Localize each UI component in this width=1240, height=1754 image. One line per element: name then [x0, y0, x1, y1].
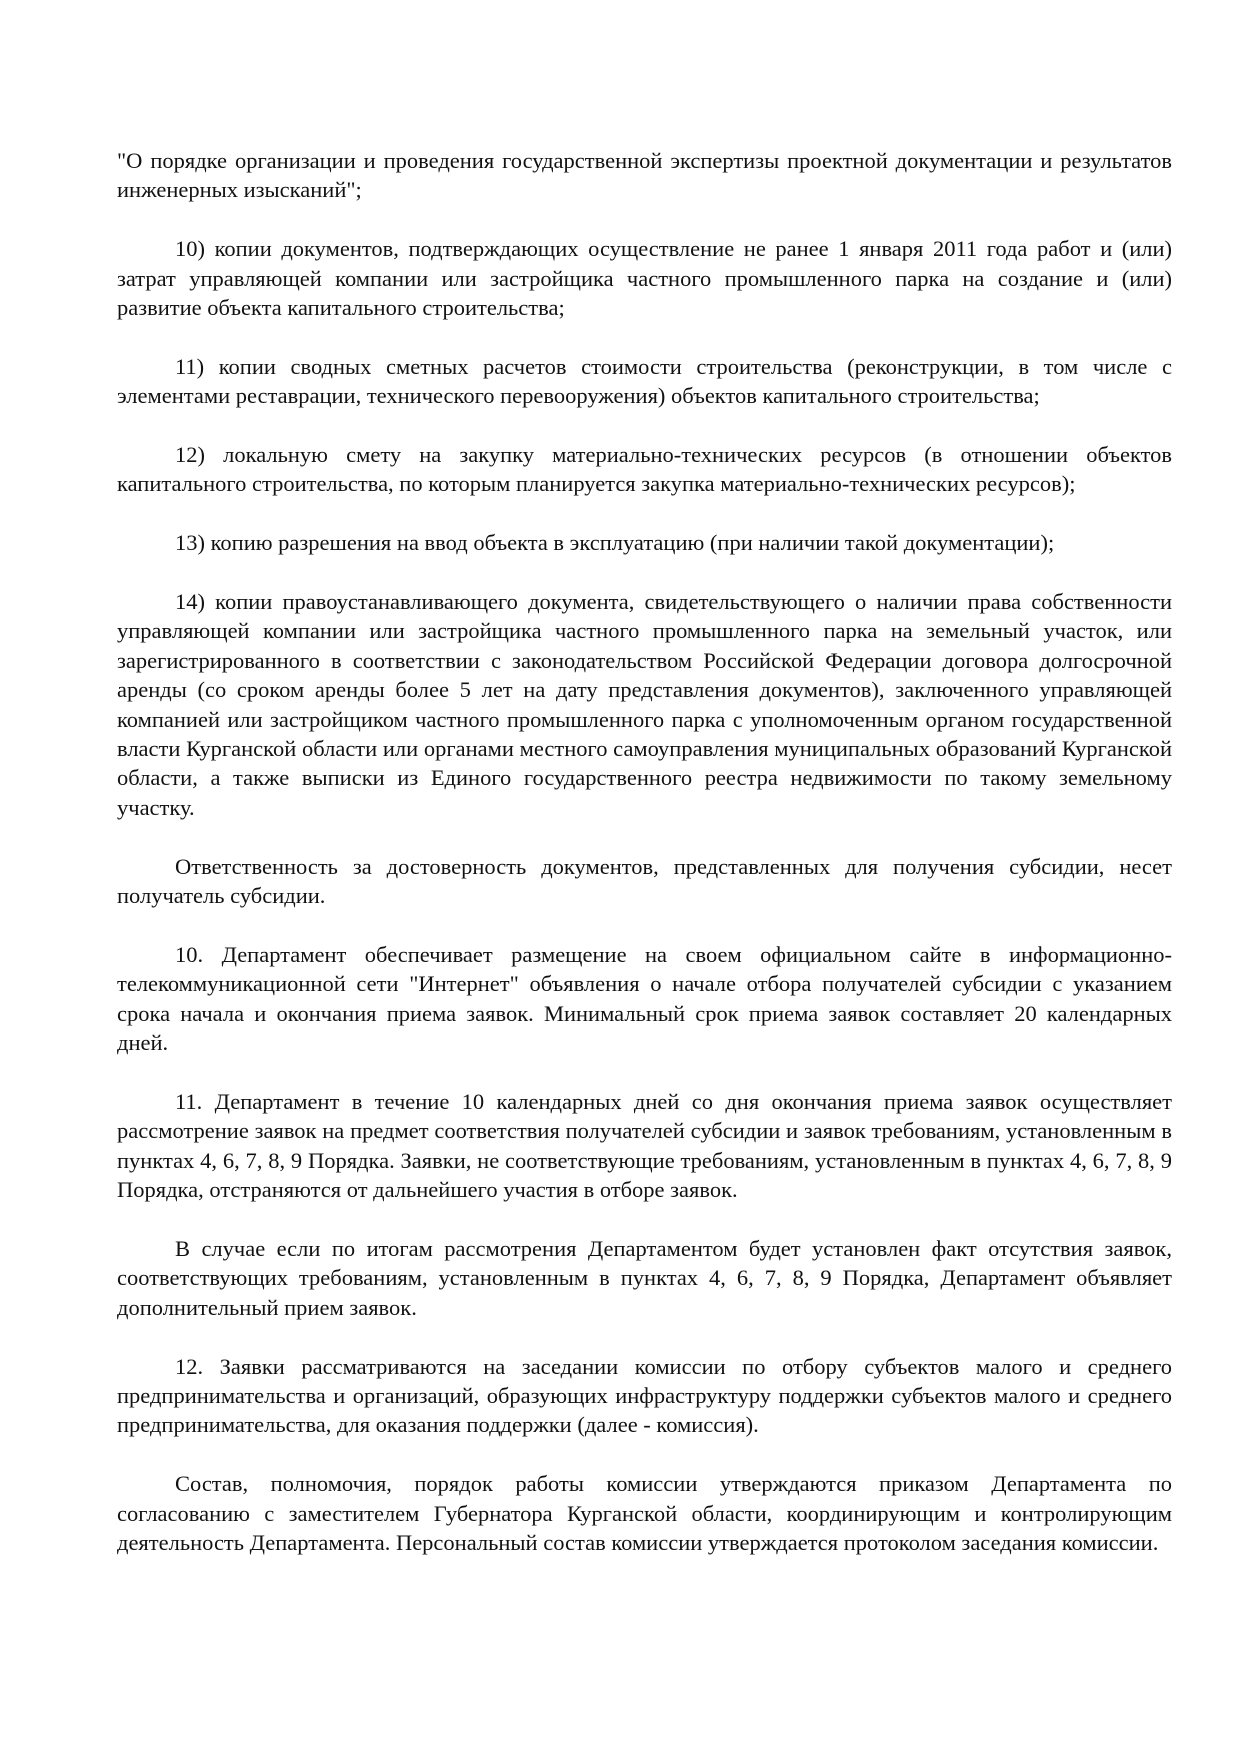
paragraph-item-13: 13) копию разрешения на ввод объекта в эксплуатацию (при наличии такой документации);: [175, 530, 1055, 556]
paragraph-item-12: 12) локальную смету на закупку материально-технических ресурсов (в отношении объектов капитального строительства, по которым планируется закупка материально-технических ресурсов);: [117, 442, 1172, 497]
paragraph-item-14: 14) копии правоустанавливающего документа, свидетельствующего о наличии права собственности управляющей компании или застройщика частного промышленного парка на земельный участок, или зарегистрированного в соответствии с законодательством Российской Федерации договора долгосрочной аренды (со сроком аренды более 5 лет на дату представления документов), заключенного управляющей компанией или застройщиком частного промышленного парка с уполномоченным органом государственной власти Курганской области или органами местного самоуправления муниципальных образований Курганской области, а также выписки из Единого государственного реестра недвижимости по такому земельному участку.: [117, 589, 1172, 820]
paragraph-clause-11: 11. Департамент в течение 10 календарных дней со дня окончания приема заявок осуществляет рассмотрение заявок на предмет соответствия получателей субсидии и заявок требованиям, установленным в пунктах 4, 6, 7, 8, 9 Порядка. Заявки, не соответствующие требованиям, установленным в пунктах 4, 6, 7, 8, 9 Порядка, отстраняются от дальнейшего участия в отборе заявок.: [117, 1088, 1172, 1203]
paragraph-item-11: 11) копии сводных сметных расчетов стоимости строительства (реконструкции, в том числе с элементами реставрации, технического перевооружения) объектов капитального строительства;: [117, 353, 1172, 409]
paragraph-commission-composition: Состав, полномочия, порядок работы комиссии утверждаются приказом Департамента по согласованию с заместителем Губернатора Курганской области, координирующим и контролирующим деятельность Департамента. Персональный состав комиссии утверждается протоколом заседания комиссии.: [117, 1471, 1172, 1555]
paragraph-item-10: 10) копии документов, подтверждающих осуществление не ранее 1 января 2011 года работ и (или) затрат управляющей компании или застройщика частного промышленного парка на создание и (или) развитие объекта капитального строительства;: [117, 236, 1172, 321]
paragraph-clause-10: 10. Департамент обеспечивает размещение на своем официальном сайте в информационно-телекоммуникационной сети "Интернет" объявления о начале отбора получателей субсидии с указанием срока начала и окончания приема заявок. Минимальный срок приема заявок составляет 20 календарных дней.: [117, 941, 1172, 1056]
paragraph-continuation: "О порядке организации и проведения государственной экспертизы проектной документации и результатов инженерных изысканий";: [117, 148, 1172, 203]
paragraph-additional-intake: В случае если по итогам рассмотрения Департаментом будет установлен факт отсутствия заявок, соответствующих требованиям, установленным в пунктах 4, 6, 7, 8, 9 Порядка, Департамент объявляет дополнительный прием заявок.: [117, 1235, 1172, 1320]
paragraph-responsibility: Ответственность за достоверность документов, представленных для получения субсидии, несет получатель субсидии.: [117, 853, 1172, 909]
paragraph-clause-12: 12. Заявки рассматриваются на заседании комиссии по отбору субъектов малого и среднего предпринимательства и организаций, образующих инфраструктуру поддержки субъектов малого и среднего предпринимательства, для оказания поддержки (далее - комиссия).: [117, 1353, 1172, 1438]
document-page: [117, 146, 1172, 1587]
